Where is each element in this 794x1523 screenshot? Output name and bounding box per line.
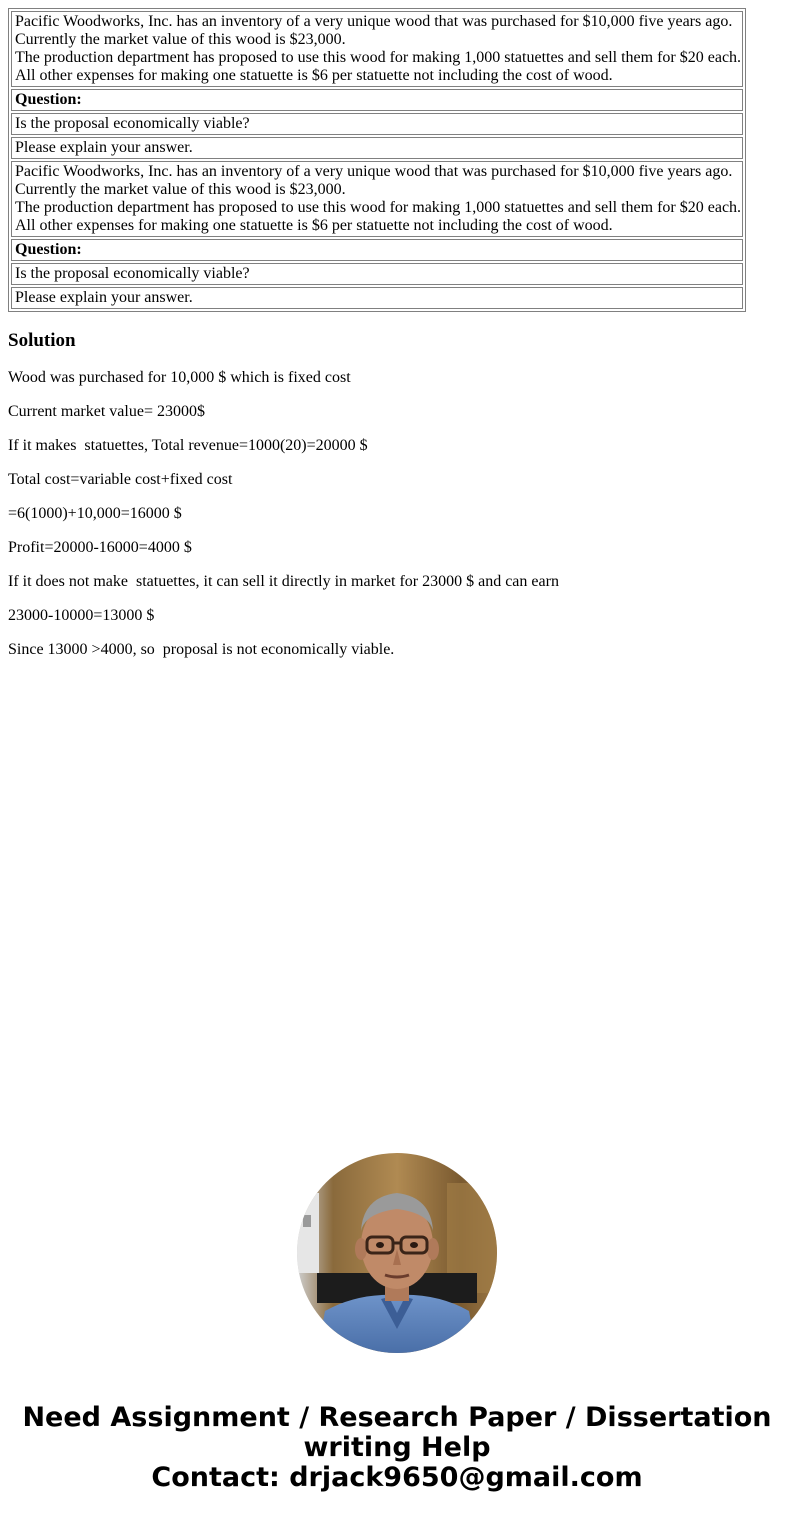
solution-line: Current market value= 23000$ <box>8 403 205 420</box>
table-row <box>11 137 743 159</box>
problem-line: All other expenses for making one statuette is $6 per statuette not including the cost of wood. <box>15 217 613 234</box>
advert-line: Need Assignment / Research Paper / Dissertation <box>22 1402 772 1433</box>
problem-line: The production department has proposed to use this wood for making 1,000 statuettes and sell them for $20 each. <box>15 199 742 216</box>
assignment-help-advert <box>0 1403 794 1493</box>
question-text-cell: Is the proposal economically viable? <box>11 113 743 135</box>
solution-line: If it makes statuettes, Total revenue=1000(20)=20000 $ <box>8 437 368 454</box>
solution-line: =6(1000)+10,000=16000 $ <box>8 505 182 522</box>
solution-line: Since 13000 >4000, so proposal is not economically viable. <box>8 641 395 658</box>
table-row <box>11 239 743 261</box>
table-row <box>11 89 743 111</box>
table-row <box>11 113 743 135</box>
table-row <box>11 161 743 237</box>
contact-email: Contact: drjack9650@gmail.com <box>151 1462 643 1493</box>
solution-body <box>8 369 786 659</box>
question-table <box>8 8 746 312</box>
instruction-cell: Please explain your answer. <box>11 287 743 309</box>
solution-line: Profit=20000-16000=4000 $ <box>8 539 192 556</box>
problem-line: Currently the market value of this wood is $23,000. <box>15 181 346 198</box>
question-label: Question: <box>15 241 82 258</box>
problem-line: The production department has proposed to use this wood for making 1,000 statuettes and sell them for $20 each. <box>15 49 742 66</box>
page-content <box>0 0 794 683</box>
solution-line: 23000-10000=13000 $ <box>8 607 155 624</box>
question-text-cell: Is the proposal economically viable? <box>11 263 743 285</box>
advert-line: writing Help <box>303 1432 491 1463</box>
problem-line: All other expenses for making one statuette is $6 per statuette not including the cost of wood. <box>15 67 613 84</box>
question-label-cell <box>11 239 743 261</box>
solution-line: Wood was purchased for 10,000 $ which is fixed cost <box>8 369 351 386</box>
problem-statement-cell <box>11 11 743 87</box>
problem-statement-cell <box>11 161 743 237</box>
solution-line: If it does not make statuettes, it can sell it directly in market for 23000 $ and can earn <box>8 573 559 590</box>
solution-line: Total cost=variable cost+fixed cost <box>8 471 233 488</box>
problem-line: Currently the market value of this wood is $23,000. <box>15 31 346 48</box>
problem-line: Pacific Woodworks, Inc. has an inventory of a very unique wood that was purchased for $10,000 five years ago. <box>15 13 733 30</box>
table-row <box>11 287 743 309</box>
table-row <box>11 11 743 87</box>
question-label-cell <box>11 89 743 111</box>
avatar <box>297 1153 497 1353</box>
tutor-portrait-icon <box>297 1153 497 1353</box>
question-label: Question: <box>15 91 82 108</box>
instruction-cell: Please explain your answer. <box>11 137 743 159</box>
problem-line: Pacific Woodworks, Inc. has an inventory of a very unique wood that was purchased for $10,000 five years ago. <box>15 163 733 180</box>
table-row <box>11 263 743 285</box>
solution-heading: Solution <box>8 330 76 351</box>
